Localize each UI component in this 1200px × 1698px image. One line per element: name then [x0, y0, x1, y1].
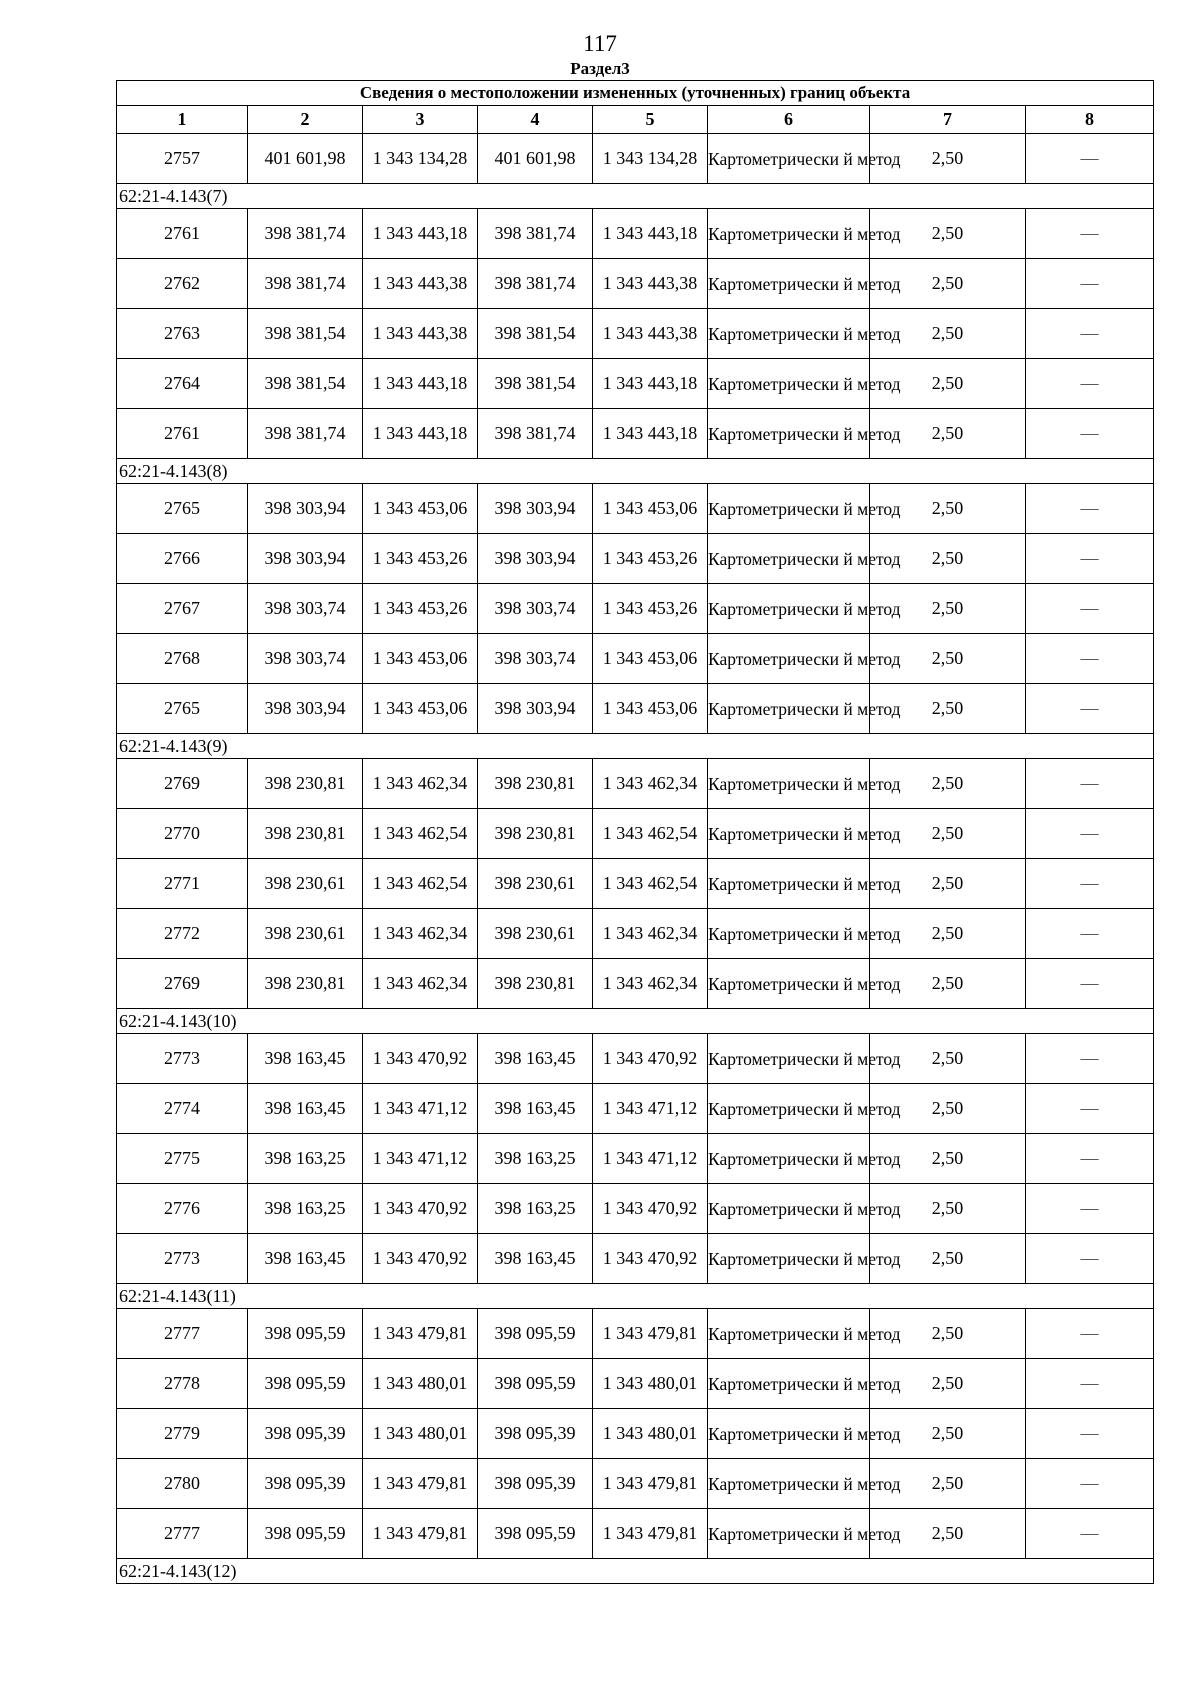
table-row: [117, 1184, 1154, 1234]
point-number-cell: 2761: [117, 409, 248, 459]
x-coordinate-new-cell: 398 230,81: [478, 759, 593, 809]
method-cell: Картометрически й метод: [708, 1234, 870, 1284]
y-coordinate-cell: 1 343 470,92: [363, 1234, 478, 1284]
note-cell: —: [1026, 209, 1154, 259]
point-number-cell: 2762: [117, 259, 248, 309]
point-number-cell: 2764: [117, 359, 248, 409]
point-number-cell: 2769: [117, 959, 248, 1009]
y-coordinate-new-cell: 1 343 471,12: [593, 1134, 708, 1184]
note-cell: —: [1026, 634, 1154, 684]
method-cell: Картометрически й метод: [708, 409, 870, 459]
point-number-cell: 2766: [117, 534, 248, 584]
y-coordinate-cell: 1 343 453,06: [363, 634, 478, 684]
table-row: [117, 484, 1154, 534]
y-coordinate-cell: 1 343 479,81: [363, 1509, 478, 1559]
y-coordinate-new-cell: 1 343 453,26: [593, 534, 708, 584]
method-cell: Картометрически й метод: [708, 484, 870, 534]
accuracy-cell: 2,50: [870, 359, 1026, 409]
group-label: 62:21-4.143(12): [117, 1559, 1154, 1584]
y-coordinate-cell: 1 343 134,28: [363, 134, 478, 184]
accuracy-cell: 2,50: [870, 859, 1026, 909]
y-coordinate-new-cell: 1 343 443,18: [593, 359, 708, 409]
accuracy-cell: 2,50: [870, 484, 1026, 534]
point-number-cell: 2774: [117, 1084, 248, 1134]
y-coordinate-cell: 1 343 443,18: [363, 409, 478, 459]
y-coordinate-new-cell: 1 343 471,12: [593, 1084, 708, 1134]
x-coordinate-new-cell: 398 381,74: [478, 259, 593, 309]
x-coordinate-new-cell: 398 095,59: [478, 1509, 593, 1559]
table-row: [117, 409, 1154, 459]
method-cell: Картометрически й метод: [708, 209, 870, 259]
y-coordinate-cell: 1 343 453,06: [363, 484, 478, 534]
y-coordinate-cell: 1 343 453,06: [363, 684, 478, 734]
point-number-cell: 2777: [117, 1309, 248, 1359]
group-header-row: [117, 1009, 1154, 1034]
x-coordinate-cell: 398 303,94: [248, 684, 363, 734]
method-cell: Картометрически й метод: [708, 809, 870, 859]
note-cell: —: [1026, 909, 1154, 959]
x-coordinate-cell: 398 230,61: [248, 909, 363, 959]
x-coordinate-new-cell: 398 303,74: [478, 584, 593, 634]
table-row: [117, 209, 1154, 259]
point-number-cell: 2765: [117, 484, 248, 534]
y-coordinate-cell: 1 343 453,26: [363, 534, 478, 584]
table-row: [117, 1509, 1154, 1559]
y-coordinate-new-cell: 1 343 453,06: [593, 634, 708, 684]
x-coordinate-new-cell: 401 601,98: [478, 134, 593, 184]
group-header-row: [117, 1284, 1154, 1309]
y-coordinate-cell: 1 343 470,92: [363, 1184, 478, 1234]
column-number: 6: [708, 106, 870, 134]
x-coordinate-new-cell: 398 230,81: [478, 809, 593, 859]
y-coordinate-new-cell: 1 343 443,18: [593, 209, 708, 259]
column-number: 5: [593, 106, 708, 134]
y-coordinate-new-cell: 1 343 470,92: [593, 1234, 708, 1284]
x-coordinate-new-cell: 398 230,61: [478, 859, 593, 909]
y-coordinate-new-cell: 1 343 134,28: [593, 134, 708, 184]
x-coordinate-new-cell: 398 163,25: [478, 1134, 593, 1184]
y-coordinate-new-cell: 1 343 462,34: [593, 759, 708, 809]
y-coordinate-new-cell: 1 343 480,01: [593, 1359, 708, 1409]
note-cell: —: [1026, 1459, 1154, 1509]
x-coordinate-cell: 398 095,39: [248, 1409, 363, 1459]
point-number-cell: 2761: [117, 209, 248, 259]
column-number: 2: [248, 106, 363, 134]
y-coordinate-cell: 1 343 479,81: [363, 1459, 478, 1509]
note-cell: —: [1026, 1409, 1154, 1459]
group-label: 62:21-4.143(9): [117, 734, 1154, 759]
section-label: Раздел3: [570, 59, 630, 78]
accuracy-cell: 2,50: [870, 534, 1026, 584]
y-coordinate-new-cell: 1 343 443,38: [593, 259, 708, 309]
column-number: 1: [117, 106, 248, 134]
table-row: [117, 309, 1154, 359]
y-coordinate-cell: 1 343 471,12: [363, 1084, 478, 1134]
column-number: 8: [1026, 106, 1154, 134]
accuracy-cell: 2,50: [870, 759, 1026, 809]
y-coordinate-cell: 1 343 480,01: [363, 1409, 478, 1459]
note-cell: —: [1026, 259, 1154, 309]
y-coordinate-new-cell: 1 343 480,01: [593, 1409, 708, 1459]
note-cell: —: [1026, 859, 1154, 909]
method-cell: Картометрически й метод: [708, 1184, 870, 1234]
x-coordinate-new-cell: 398 303,94: [478, 484, 593, 534]
column-number: 3: [363, 106, 478, 134]
point-number-cell: 2757: [117, 134, 248, 184]
x-coordinate-cell: 398 381,54: [248, 309, 363, 359]
point-number-cell: 2780: [117, 1459, 248, 1509]
x-coordinate-new-cell: 398 381,54: [478, 359, 593, 409]
note-cell: —: [1026, 959, 1154, 1009]
x-coordinate-new-cell: 398 303,94: [478, 534, 593, 584]
note-cell: —: [1026, 409, 1154, 459]
point-number-cell: 2767: [117, 584, 248, 634]
method-cell: Картометрически й метод: [708, 134, 870, 184]
y-coordinate-cell: 1 343 470,92: [363, 1034, 478, 1084]
table-row: [117, 684, 1154, 734]
x-coordinate-cell: 398 303,94: [248, 484, 363, 534]
note-cell: —: [1026, 1309, 1154, 1359]
table-title: Сведения о местоположении измененных (уточненных) границ объекта: [117, 81, 1154, 106]
note-cell: —: [1026, 809, 1154, 859]
accuracy-cell: 2,50: [870, 1359, 1026, 1409]
table-row: [117, 1134, 1154, 1184]
table-row: [117, 634, 1154, 684]
accuracy-cell: 2,50: [870, 1309, 1026, 1359]
x-coordinate-cell: 398 230,81: [248, 759, 363, 809]
note-cell: —: [1026, 1034, 1154, 1084]
x-coordinate-cell: 398 303,94: [248, 534, 363, 584]
note-cell: —: [1026, 1509, 1154, 1559]
note-cell: —: [1026, 534, 1154, 584]
note-cell: —: [1026, 684, 1154, 734]
accuracy-cell: 2,50: [870, 1034, 1026, 1084]
y-coordinate-cell: 1 343 443,38: [363, 309, 478, 359]
y-coordinate-cell: 1 343 462,54: [363, 809, 478, 859]
method-cell: Картометрически й метод: [708, 1409, 870, 1459]
method-cell: Картометрически й метод: [708, 584, 870, 634]
y-coordinate-cell: 1 343 453,26: [363, 584, 478, 634]
point-number-cell: 2775: [117, 1134, 248, 1184]
column-number: 7: [870, 106, 1026, 134]
accuracy-cell: 2,50: [870, 1234, 1026, 1284]
point-number-cell: 2771: [117, 859, 248, 909]
x-coordinate-cell: 398 303,74: [248, 634, 363, 684]
point-number-cell: 2776: [117, 1184, 248, 1234]
note-cell: —: [1026, 1184, 1154, 1234]
y-coordinate-new-cell: 1 343 479,81: [593, 1309, 708, 1359]
group-header-row: [117, 459, 1154, 484]
x-coordinate-cell: 398 230,81: [248, 809, 363, 859]
x-coordinate-cell: 398 095,59: [248, 1359, 363, 1409]
table-row: [117, 259, 1154, 309]
table-row: [117, 1459, 1154, 1509]
x-coordinate-cell: 398 381,74: [248, 209, 363, 259]
table-row: [117, 1084, 1154, 1134]
x-coordinate-new-cell: 398 095,39: [478, 1409, 593, 1459]
x-coordinate-cell: 398 163,45: [248, 1084, 363, 1134]
y-coordinate-new-cell: 1 343 462,34: [593, 959, 708, 1009]
note-cell: —: [1026, 359, 1154, 409]
point-number-cell: 2779: [117, 1409, 248, 1459]
accuracy-cell: 2,50: [870, 309, 1026, 359]
point-number-cell: 2768: [117, 634, 248, 684]
method-cell: Картометрически й метод: [708, 534, 870, 584]
y-coordinate-cell: 1 343 443,38: [363, 259, 478, 309]
x-coordinate-cell: 398 163,25: [248, 1134, 363, 1184]
x-coordinate-new-cell: 398 095,59: [478, 1309, 593, 1359]
method-cell: Картометрически й метод: [708, 1509, 870, 1559]
table-row: [117, 359, 1154, 409]
table-row: [117, 959, 1154, 1009]
accuracy-cell: 2,50: [870, 1509, 1026, 1559]
x-coordinate-new-cell: 398 095,59: [478, 1359, 593, 1409]
group-label: 62:21-4.143(11): [117, 1284, 1154, 1309]
method-cell: Картометрически й метод: [708, 259, 870, 309]
table-row: [117, 534, 1154, 584]
method-cell: Картометрически й метод: [708, 1134, 870, 1184]
accuracy-cell: 2,50: [870, 1184, 1026, 1234]
note-cell: —: [1026, 1359, 1154, 1409]
point-number-cell: 2773: [117, 1234, 248, 1284]
table-row: [117, 809, 1154, 859]
x-coordinate-cell: 398 381,54: [248, 359, 363, 409]
x-coordinate-cell: 398 381,74: [248, 259, 363, 309]
note-cell: —: [1026, 1084, 1154, 1134]
point-number-cell: 2773: [117, 1034, 248, 1084]
accuracy-cell: 2,50: [870, 1084, 1026, 1134]
table-body: [117, 134, 1154, 1584]
note-cell: —: [1026, 759, 1154, 809]
x-coordinate-new-cell: 398 303,94: [478, 684, 593, 734]
column-number: 4: [478, 106, 593, 134]
group-header-row: [117, 184, 1154, 209]
y-coordinate-new-cell: 1 343 462,54: [593, 859, 708, 909]
accuracy-cell: 2,50: [870, 909, 1026, 959]
x-coordinate-new-cell: 398 163,25: [478, 1184, 593, 1234]
y-coordinate-new-cell: 1 343 443,18: [593, 409, 708, 459]
table-row: [117, 1034, 1154, 1084]
accuracy-cell: 2,50: [870, 259, 1026, 309]
page-number: 117: [583, 31, 617, 56]
accuracy-cell: 2,50: [870, 134, 1026, 184]
method-cell: Картометрически й метод: [708, 1359, 870, 1409]
x-coordinate-cell: 401 601,98: [248, 134, 363, 184]
note-cell: —: [1026, 1134, 1154, 1184]
method-cell: Картометрически й метод: [708, 959, 870, 1009]
y-coordinate-new-cell: 1 343 462,54: [593, 809, 708, 859]
x-coordinate-cell: 398 095,39: [248, 1459, 363, 1509]
accuracy-cell: 2,50: [870, 809, 1026, 859]
table-row: [117, 1309, 1154, 1359]
method-cell: Картометрически й метод: [708, 359, 870, 409]
x-coordinate-new-cell: 398 381,74: [478, 209, 593, 259]
accuracy-cell: 2,50: [870, 1409, 1026, 1459]
accuracy-cell: 2,50: [870, 959, 1026, 1009]
accuracy-cell: 2,50: [870, 409, 1026, 459]
y-coordinate-cell: 1 343 443,18: [363, 359, 478, 409]
x-coordinate-new-cell: 398 303,74: [478, 634, 593, 684]
y-coordinate-cell: 1 343 462,34: [363, 909, 478, 959]
y-coordinate-new-cell: 1 343 453,06: [593, 684, 708, 734]
y-coordinate-cell: 1 343 462,34: [363, 759, 478, 809]
point-number-cell: 2778: [117, 1359, 248, 1409]
method-cell: Картометрически й метод: [708, 859, 870, 909]
note-cell: —: [1026, 484, 1154, 534]
y-coordinate-new-cell: 1 343 479,81: [593, 1459, 708, 1509]
point-number-cell: 2769: [117, 759, 248, 809]
group-label: 62:21-4.143(7): [117, 184, 1154, 209]
accuracy-cell: 2,50: [870, 1459, 1026, 1509]
method-cell: Картометрически й метод: [708, 759, 870, 809]
x-coordinate-new-cell: 398 230,61: [478, 909, 593, 959]
table-row: [117, 859, 1154, 909]
y-coordinate-cell: 1 343 443,18: [363, 209, 478, 259]
group-header-row: [117, 1559, 1154, 1584]
x-coordinate-new-cell: 398 381,74: [478, 409, 593, 459]
x-coordinate-new-cell: 398 095,39: [478, 1459, 593, 1509]
x-coordinate-new-cell: 398 163,45: [478, 1034, 593, 1084]
y-coordinate-cell: 1 343 462,54: [363, 859, 478, 909]
group-label: 62:21-4.143(10): [117, 1009, 1154, 1034]
method-cell: Картометрически й метод: [708, 684, 870, 734]
column-number-row: [117, 106, 1154, 134]
x-coordinate-cell: 398 095,59: [248, 1509, 363, 1559]
y-coordinate-cell: 1 343 480,01: [363, 1359, 478, 1409]
x-coordinate-cell: 398 163,25: [248, 1184, 363, 1234]
point-number-cell: 2777: [117, 1509, 248, 1559]
y-coordinate-cell: 1 343 471,12: [363, 1134, 478, 1184]
x-coordinate-new-cell: 398 163,45: [478, 1234, 593, 1284]
method-cell: Картометрически й метод: [708, 634, 870, 684]
point-number-cell: 2772: [117, 909, 248, 959]
group-label: 62:21-4.143(8): [117, 459, 1154, 484]
table-row: [117, 584, 1154, 634]
y-coordinate-new-cell: 1 343 462,34: [593, 909, 708, 959]
note-cell: —: [1026, 309, 1154, 359]
x-coordinate-new-cell: 398 230,81: [478, 959, 593, 1009]
coordinates-table: [116, 80, 1154, 1584]
accuracy-cell: 2,50: [870, 584, 1026, 634]
x-coordinate-cell: 398 381,74: [248, 409, 363, 459]
group-header-row: [117, 734, 1154, 759]
y-coordinate-new-cell: 1 343 470,92: [593, 1184, 708, 1234]
y-coordinate-new-cell: 1 343 470,92: [593, 1034, 708, 1084]
accuracy-cell: 2,50: [870, 684, 1026, 734]
y-coordinate-cell: 1 343 479,81: [363, 1309, 478, 1359]
x-coordinate-cell: 398 163,45: [248, 1034, 363, 1084]
note-cell: —: [1026, 584, 1154, 634]
y-coordinate-new-cell: 1 343 453,06: [593, 484, 708, 534]
method-cell: Картометрически й метод: [708, 1034, 870, 1084]
table-row: [117, 759, 1154, 809]
table-row: [117, 1234, 1154, 1284]
note-cell: —: [1026, 134, 1154, 184]
x-coordinate-cell: 398 230,81: [248, 959, 363, 1009]
x-coordinate-cell: 398 303,74: [248, 584, 363, 634]
x-coordinate-new-cell: 398 381,54: [478, 309, 593, 359]
y-coordinate-new-cell: 1 343 453,26: [593, 584, 708, 634]
method-cell: Картометрически й метод: [708, 1309, 870, 1359]
table-row: [117, 909, 1154, 959]
method-cell: Картометрически й метод: [708, 909, 870, 959]
accuracy-cell: 2,50: [870, 634, 1026, 684]
y-coordinate-new-cell: 1 343 443,38: [593, 309, 708, 359]
x-coordinate-cell: 398 163,45: [248, 1234, 363, 1284]
method-cell: Картометрически й метод: [708, 1084, 870, 1134]
method-cell: Картометрически й метод: [708, 1459, 870, 1509]
y-coordinate-cell: 1 343 462,34: [363, 959, 478, 1009]
y-coordinate-new-cell: 1 343 479,81: [593, 1509, 708, 1559]
point-number-cell: 2763: [117, 309, 248, 359]
table-row: [117, 1359, 1154, 1409]
accuracy-cell: 2,50: [870, 209, 1026, 259]
table-row: [117, 1409, 1154, 1459]
x-coordinate-new-cell: 398 163,45: [478, 1084, 593, 1134]
x-coordinate-cell: 398 095,59: [248, 1309, 363, 1359]
note-cell: —: [1026, 1234, 1154, 1284]
x-coordinate-cell: 398 230,61: [248, 859, 363, 909]
method-cell: Картометрически й метод: [708, 309, 870, 359]
point-number-cell: 2765: [117, 684, 248, 734]
point-number-cell: 2770: [117, 809, 248, 859]
table-row: [117, 134, 1154, 184]
accuracy-cell: 2,50: [870, 1134, 1026, 1184]
